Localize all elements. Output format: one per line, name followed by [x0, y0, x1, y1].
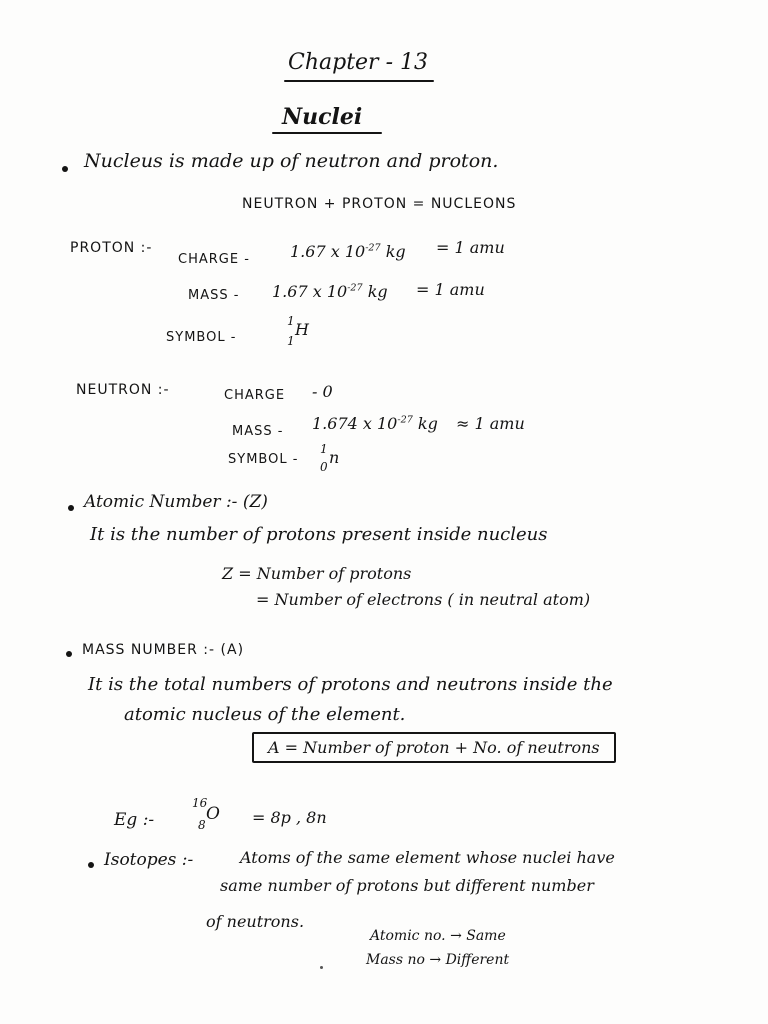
isotopes-note1: Atomic no. → Same	[370, 928, 506, 944]
mass-number-formula-box: A = Number of proton + No. of neutrons	[252, 732, 616, 763]
topic-title-underline	[272, 132, 382, 134]
bullet	[62, 166, 68, 172]
isotopes-heading: Isotopes :-	[104, 850, 194, 870]
proton-charge-eq: = 1 amu	[436, 238, 505, 257]
topic-title: Nuclei	[282, 104, 363, 130]
stray-dot	[320, 966, 323, 969]
neutron-mass-value: 1.674 x $10^{-27}$ kg	[312, 414, 438, 433]
atomic-number-line1: Z = Number of protons	[222, 564, 412, 583]
neutron-mass-label: MASS -	[232, 424, 284, 439]
neutron-mass-eq: ≈ 1 amu	[456, 414, 525, 433]
proton-symbol-mass-number: 1	[287, 314, 295, 328]
mass-number-definition-2: atomic nucleus of the element.	[124, 704, 406, 725]
atomic-number-heading: Atomic Number :- (Z)	[84, 492, 268, 512]
intro-text: Nucleus is made up of neutron and proton.	[84, 150, 499, 172]
bullet	[68, 505, 74, 511]
neutron-charge-value: - 0	[312, 382, 333, 401]
proton-symbol-label: SYMBOL -	[166, 330, 237, 345]
proton-charge-value: 1.67 x $10^{-27}$ kg	[290, 242, 406, 261]
proton-label: PROTON :-	[70, 240, 153, 256]
bullet	[66, 651, 72, 657]
proton-symbol: H	[295, 320, 309, 339]
isotopes-line2: same number of protons but different number	[220, 876, 594, 895]
atomic-number-line2: = Number of electrons ( in neutral atom)	[256, 590, 591, 609]
example-value: = 8p , 8n	[252, 808, 327, 827]
mass-number-definition-1: It is the total numbers of protons and neutrons inside the	[88, 674, 613, 695]
proton-charge-label: CHARGE -	[178, 252, 250, 267]
neutron-symbol: n	[329, 448, 340, 467]
proton-symbol-atomic-number: 1	[287, 334, 295, 348]
proton-mass-label: MASS -	[188, 288, 240, 303]
example-atomic-number: 8	[198, 818, 206, 832]
proton-mass-eq: = 1 amu	[416, 280, 485, 299]
proton-mass-value: 1.67 x $10^{-27}$ kg	[272, 282, 388, 301]
neutron-symbol-mass-number: 1	[320, 442, 328, 456]
neutron-label: NEUTRON :-	[76, 382, 170, 398]
chapter-title-underline	[284, 80, 434, 82]
isotopes-note2: Mass no → Different	[366, 952, 510, 968]
bullet	[88, 862, 94, 868]
example-mass-number: 16	[192, 796, 208, 810]
neutron-charge-label: CHARGE	[224, 388, 286, 403]
neutron-symbol-label: SYMBOL -	[228, 452, 299, 467]
atomic-number-definition: It is the number of protons present inside nucleus	[90, 524, 548, 545]
isotopes-line3: of neutrons.	[206, 912, 305, 931]
chapter-title: Chapter - 13	[288, 50, 428, 75]
example-symbol: O	[206, 804, 220, 824]
isotopes-line1: Atoms of the same element whose nuclei have	[240, 848, 615, 867]
neutron-symbol-atomic-number: 0	[320, 460, 328, 474]
nucleon-equation: NEUTRON + PROTON = NUCLEONS	[242, 196, 517, 212]
mass-number-heading: MASS NUMBER :- (A)	[82, 642, 245, 658]
example-label: Eg :-	[114, 810, 155, 830]
